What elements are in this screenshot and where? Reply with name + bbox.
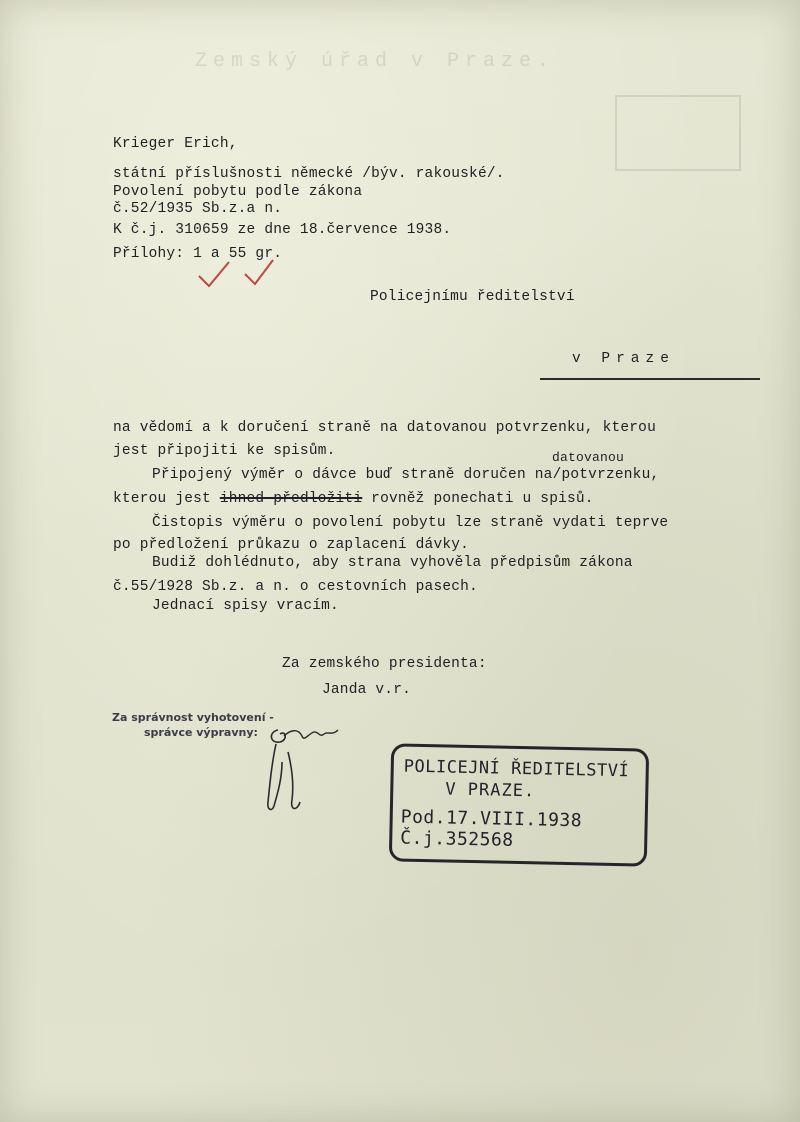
law-reference: č.52/1935 Sb.z.a n. — [113, 201, 283, 217]
police-stamp-line-3: Pod.17.VIII.1938 Č.j.352568 — [400, 806, 583, 851]
body-paragraph-1b: jest připojiti ke spisům. — [113, 443, 336, 459]
attachments-line: Přílohy: 1 a 55 gr. — [113, 246, 283, 262]
faint-letterhead: Zemský úřad v Praze. — [195, 50, 556, 73]
body-paragraph-4a: Budiž dohlédnuto, aby strana vyhověla předpisům zákona — [152, 555, 633, 571]
addressee-underline — [540, 378, 760, 380]
typed-insert-datovanou: datovanou — [552, 450, 625, 465]
certification-stamp — [112, 710, 274, 740]
addressee-office: Policejnímu ředitelství — [370, 289, 575, 305]
police-stamp-line-1: POLICEJNÍ ŘEDITELSTVÍ — [403, 756, 630, 782]
body-paragraph-2b-post: rovněž ponechati u spisů. — [362, 491, 594, 507]
certification-line-1: Za správnost vyhotovení - — [112, 711, 274, 724]
body-paragraph-5: Jednací spisy vracím. — [152, 598, 339, 614]
addressee-city: v Praze — [572, 351, 675, 367]
subject-line: Povolení pobytu podle zákona — [113, 184, 363, 200]
reference-number: K č.j. 310659 ze dne 18.července 1938. — [113, 222, 452, 238]
body-paragraph-2b-pre: kterou jest — [113, 491, 220, 507]
body-paragraph-2a: Připojený výměr o dávce buď straně doručen na/potvrzenku, — [152, 467, 660, 483]
struck-text: ihned předložiti — [219, 491, 363, 507]
closing-title: Za zemského presidenta: — [282, 656, 487, 672]
police-receipt-stamp — [389, 743, 649, 866]
recipient-name: Krieger Erich, — [113, 136, 238, 152]
red-checkmarks — [195, 256, 285, 290]
faint-letterhead-box — [615, 95, 741, 171]
certification-line-2: správce výpravny: — [144, 726, 258, 739]
body-paragraph-3a: Čistopis výměru o povolení pobytu lze straně vydati teprve — [152, 515, 669, 531]
body-paragraph-3b: po předložení průkazu o zaplacení dávky. — [113, 537, 470, 553]
body-paragraph-1a: na vědomí a k doručení straně na datovanou potvrzenku, kterou — [113, 420, 656, 436]
police-stamp-line-2: V PRAZE. — [445, 779, 536, 802]
body-paragraph-2b — [113, 491, 594, 507]
body-paragraph-4b: č.55/1928 Sb.z. a n. o cestovních pasech. — [113, 579, 478, 595]
handwritten-signature — [258, 722, 348, 817]
citizenship-line: státní příslušnosti německé /býv. rakouské/. — [113, 166, 505, 182]
closing-signature-name: Janda v.r. — [322, 682, 412, 698]
